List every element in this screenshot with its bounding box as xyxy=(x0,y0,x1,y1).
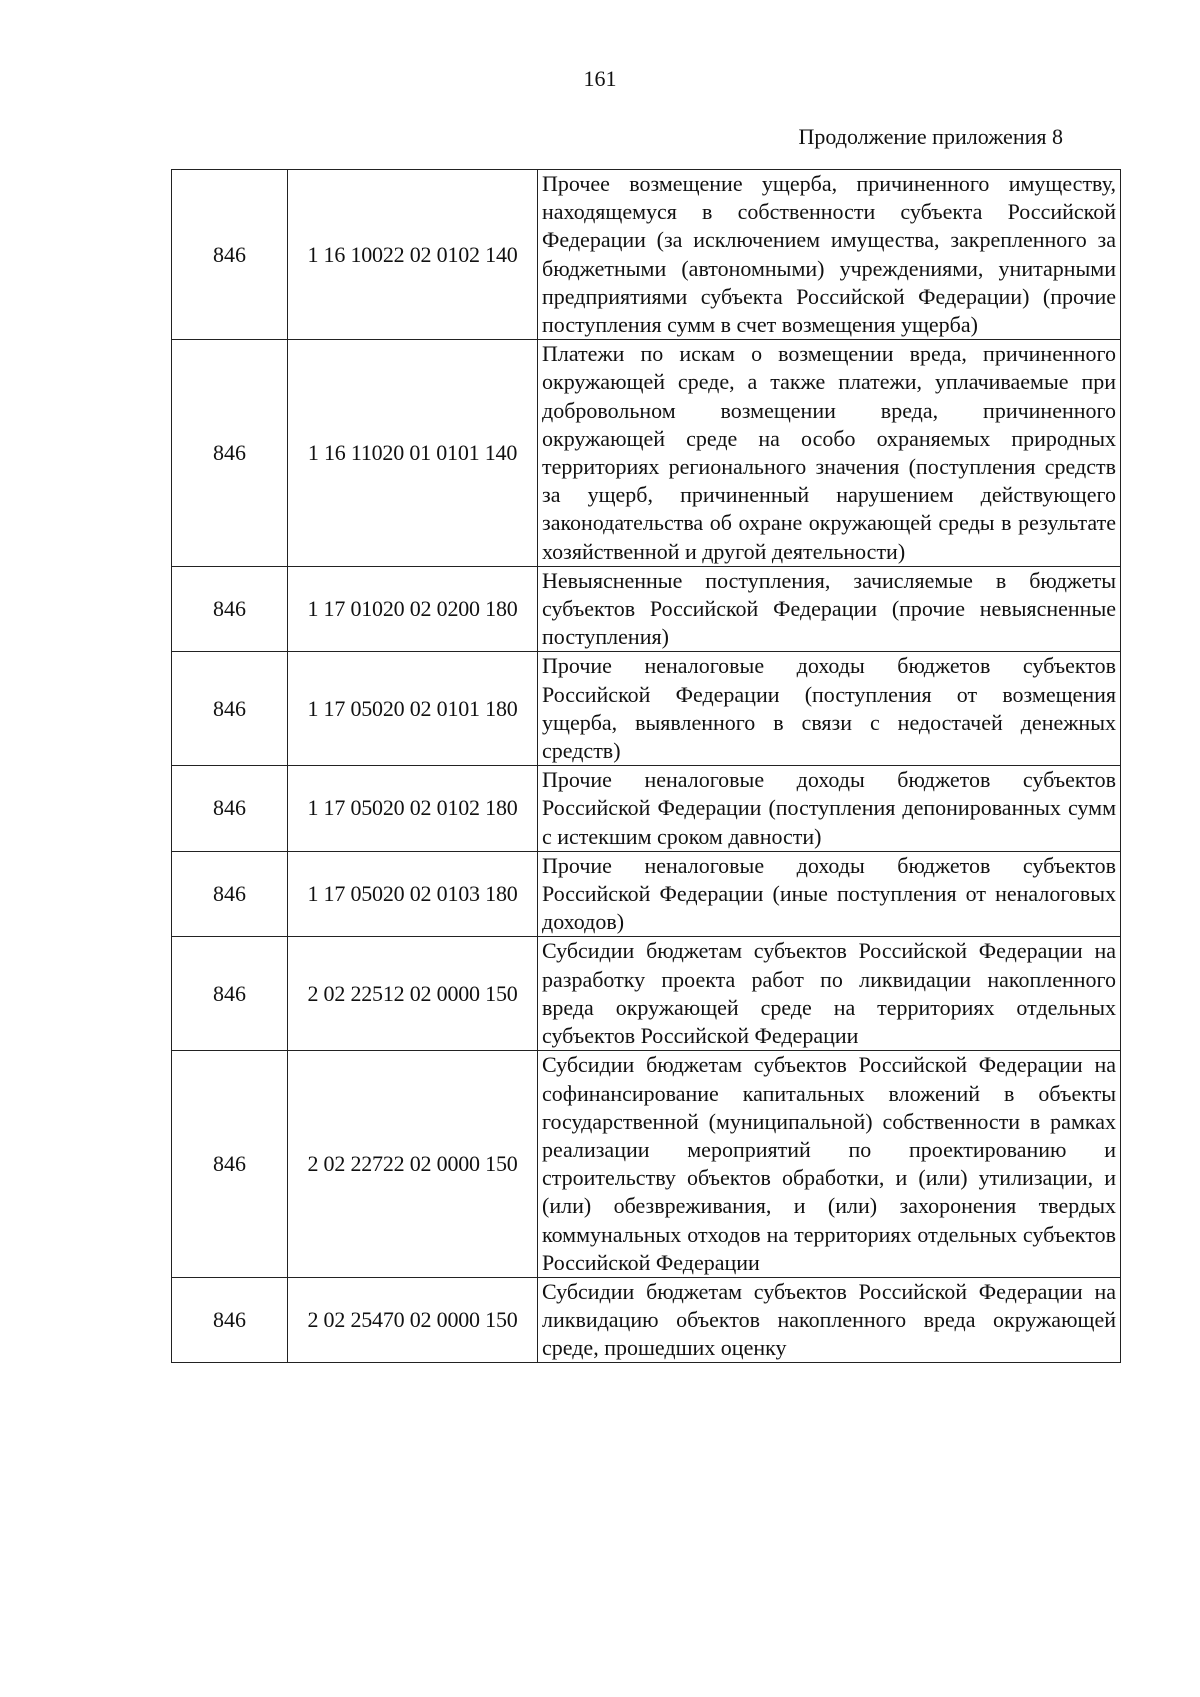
revenue-name-cell: Прочие неналоговые доходы бюджетов субъектов Российской Федерации (поступления от возмещения ущерба, выявленного в связи с недостачей денежных средств) xyxy=(538,652,1121,766)
admin-code-cell: 846 xyxy=(172,340,288,567)
table-row xyxy=(172,652,1121,766)
admin-code-cell: 846 xyxy=(172,170,288,340)
table-row xyxy=(172,566,1121,652)
page-number: 161 xyxy=(583,66,617,91)
revenue-name-text: Субсидии бюджетам субъектов Российской Федерации на ликвидацию объектов накопленного вреда окружающей среде, прошедших оценку xyxy=(542,1278,1116,1361)
appendix-continuation-label: Продолжение приложения 8 xyxy=(798,124,1063,149)
table-row xyxy=(172,1277,1121,1362)
revenue-name-cell: Прочее возмещение ущерба, причиненного имуществу, находящемуся в собственности субъекта Российской Федерации (за исключением имущества, закрепленного за бюджетными (автономными) учреждениями, унитарными предприятиями субъекта Российской Федерации) (прочие поступления сумм в счет возмещения ущерба) xyxy=(538,170,1121,340)
revenue-name-cell: Субсидии бюджетам субъектов Российской Федерации на софинансирование капитальных вложений в объекты государственной (муниципальной) собственности в рамках реализации мероприятий по проектированию и строительству объектов обработки, и (или) утилизации, и (или) обезвреживания, и (или) захоронения твердых коммунальных отходов на территориях отдельных субъектов Российской Федерации xyxy=(538,1051,1121,1278)
table-row xyxy=(172,937,1121,1051)
budget-classification-code-cell: 1 16 10022 02 0102 140 xyxy=(288,170,538,340)
budget-classification-code-cell: 1 17 01020 02 0200 180 xyxy=(288,566,538,652)
admin-code-cell: 846 xyxy=(172,566,288,652)
budget-classification-code-cell: 2 02 22722 02 0000 150 xyxy=(288,1051,538,1278)
revenue-codes-table xyxy=(171,169,1121,1363)
budget-classification-code-cell: 2 02 22512 02 0000 150 xyxy=(288,937,538,1051)
revenue-name-cell: Прочие неналоговые доходы бюджетов субъектов Российской Федерации (иные поступления от неналоговых доходов) xyxy=(538,851,1121,937)
admin-code-cell: 846 xyxy=(172,851,288,937)
budget-classification-code-cell: 1 17 05020 02 0103 180 xyxy=(288,851,538,937)
table-row xyxy=(172,340,1121,567)
budget-classification-code-cell: 1 17 05020 02 0101 180 xyxy=(288,652,538,766)
revenue-name-cell: Субсидии бюджетам субъектов Российской Федерации на разработку проекта работ по ликвидации накопленного вреда окружающей среде на территориях отдельных субъектов Российской Федерации xyxy=(538,937,1121,1051)
revenue-name-cell: Невыясненные поступления, зачисляемые в бюджеты субъектов Российской Федерации (прочие невыясненные поступления) xyxy=(538,566,1121,652)
revenue-name-cell: Прочие неналоговые доходы бюджетов субъектов Российской Федерации (поступления депонированных сумм с истекшим сроком давности) xyxy=(538,766,1121,852)
budget-classification-code-cell: 1 17 05020 02 0102 180 xyxy=(288,766,538,852)
budget-classification-code-cell: 2 02 25470 02 0000 150 xyxy=(288,1277,538,1362)
admin-code-cell: 846 xyxy=(172,652,288,766)
table-row xyxy=(172,766,1121,852)
admin-code-cell: 846 xyxy=(172,1277,288,1362)
admin-code-cell: 846 xyxy=(172,937,288,1051)
revenue-name-cell: Платежи по искам о возмещении вреда, причиненного окружающей среде, а также платежи, уплачиваемые при добровольном возмещении вреда, причиненного окружающей среде на особо охраняемых природных территориях регионального значения (поступления средств за ущерб, причиненный нарушением действующего законодательства об охране окружающей среды в результате хозяйственной и другой деятельности) xyxy=(538,340,1121,567)
revenue-name-cell xyxy=(538,1277,1121,1362)
admin-code-cell: 846 xyxy=(172,1051,288,1278)
budget-classification-code-cell: 1 16 11020 01 0101 140 xyxy=(288,340,538,567)
admin-code-cell: 846 xyxy=(172,766,288,852)
table-row xyxy=(172,170,1121,340)
table-row xyxy=(172,851,1121,937)
table-row xyxy=(172,1051,1121,1278)
